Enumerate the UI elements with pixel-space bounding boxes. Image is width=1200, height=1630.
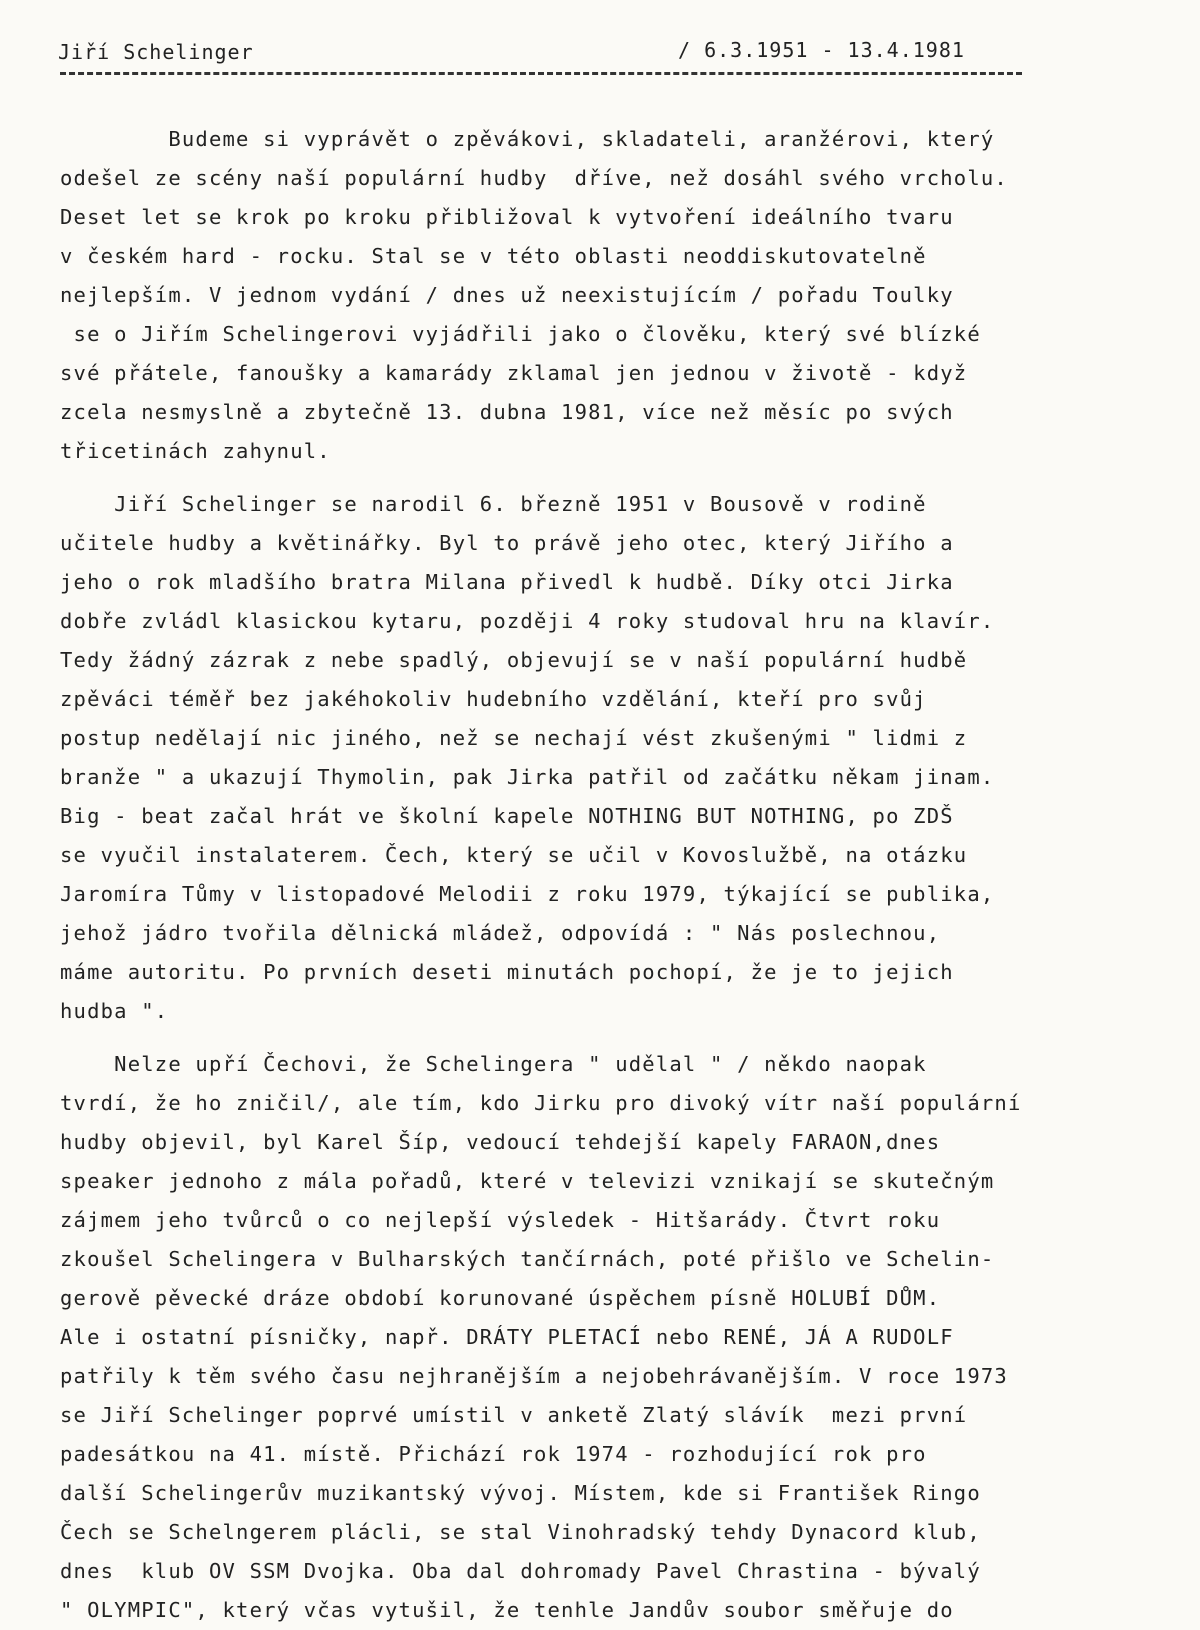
text-line: nejlepším. V jednom vydání / dnes už neexistujícím / pořadu Toulky	[60, 283, 954, 307]
text-line: se o Jiřím Schelingerovi vyjádřili jako o člověku, který své blízké	[60, 322, 981, 346]
text-line: dobře zvládl klasickou kytaru, později 4 roky studoval hru na klavír.	[60, 609, 995, 633]
paragraph-gap	[60, 1031, 1140, 1045]
paragraph-gap	[60, 471, 1140, 485]
paragraph	[60, 485, 1140, 1031]
text-line: Deset let se krok po kroku přibližoval k vytvoření ideálního tvaru	[60, 205, 954, 229]
text-line: gerově pěvecké dráze období korunované úspěchem písně HOLUBÍ DŮM.	[60, 1286, 941, 1310]
paragraph	[60, 1045, 1140, 1630]
text-line: zcela nesmyslně a zbytečně 13. dubna 1981, více než měsíc po svých	[60, 400, 954, 424]
text-line: jeho o rok mladšího bratra Milana přivedl k hudbě. Díky otci Jirka	[60, 570, 954, 594]
text-line: hudba ".	[60, 999, 169, 1023]
text-line: dnes klub OV SSM Dvojka. Oba dal dohromady Pavel Chrastina - bývalý	[60, 1559, 981, 1583]
text-line: máme autoritu. Po prvních deseti minutách pochopí, že je to jejich	[60, 960, 954, 984]
text-line: postup nedělají nic jiného, než se nechají vést zkušenými " lidmi z	[60, 726, 968, 750]
text-line: se vyučil instalaterem. Čech, který se učil v Kovoslužbě, na otázku	[60, 843, 968, 867]
text-line: Jiří Schelinger se narodil 6. březně 1951 v Bousově v rodině	[60, 492, 927, 516]
text-line: Budeme si vyprávět o zpěvákovi, skladateli, aranžérovi, který	[60, 127, 995, 151]
text-line: Jaromíra Tůmy v listopadové Melodii z roku 1979, týkající se publika,	[60, 882, 995, 906]
text-line: Ale i ostatní písničky, např. DRÁTY PLETACÍ nebo RENÉ, JÁ A RUDOLF	[60, 1325, 954, 1349]
text-line: třicetinách zahynul.	[60, 439, 331, 463]
header-dates: / 6.3.1951 - 13.4.1981	[678, 38, 965, 62]
text-line: Nelze upří Čechovi, že Schelingera " udělal " / někdo naopak	[60, 1052, 927, 1076]
text-line: " OLYMPIC", který včas vytušil, že tenhle Jandův soubor směřuje do	[60, 1598, 954, 1622]
text-line: zkoušel Schelingera v Bulharských tančírnách, poté přišlo ve Schelin-	[60, 1247, 995, 1271]
text-line: patřily k těm svého času nejhranějším a nejobehrávanějším. V roce 1973	[60, 1364, 1008, 1388]
text-line: zpěváci téměř bez jakéhokoliv hudebního vzdělání, kteří pro svůj	[60, 687, 927, 711]
text-line: Tedy žádný zázrak z nebe spadlý, objevují se v naší populární hudbě	[60, 648, 968, 672]
header-name: Jiří Schelinger	[58, 40, 254, 64]
text-line: v českém hard - rocku. Stal se v této oblasti neoddiskutovatelně	[60, 244, 927, 268]
text-line: zájmem jeho tvůrců o co nejlepší výsledek - Hitšarády. Čtvrt roku	[60, 1208, 941, 1232]
text-line: branže " a ukazují Thymolin, pak Jirka patřil od začátku někam jinam.	[60, 765, 995, 789]
text-line: Big - beat začal hrát ve školní kapele NOTHING BUT NOTHING, po ZDŠ	[60, 804, 954, 828]
text-line: padesátkou na 41. místě. Přichází rok 1974 - rozhodující rok pro	[60, 1442, 927, 1466]
text-line: učitele hudby a květinářky. Byl to právě jeho otec, který Jiřího a	[60, 531, 954, 555]
text-line: tvrdí, že ho zničil/, ale tím, kdo Jirku pro divoký vítr naší populární	[60, 1091, 1022, 1115]
text-line: Čech se Schelngerem plácli, se stal Vinohradský tehdy Dynacord klub,	[60, 1520, 981, 1544]
text-line: další Schelingerův muzikantský vývoj. Místem, kde si František Ringo	[60, 1481, 981, 1505]
document-body	[60, 120, 1140, 1630]
text-line: hudby objevil, byl Karel Šíp, vedoucí tehdejší kapely FARAON,dnes	[60, 1130, 941, 1154]
text-line: jehož jádro tvořila dělnická mládež, odpovídá : " Nás poslechnou,	[60, 921, 941, 945]
text-line: své přátele, fanoušky a kamarády zklamal jen jednou v životě - když	[60, 361, 968, 385]
text-line: odešel ze scény naší populární hudby dříve, než dosáhl svého vrcholu.	[60, 166, 1008, 190]
text-line: se Jiří Schelinger poprvé umístil v anketě Zlatý slávík mezi první	[60, 1403, 968, 1427]
header-divider	[60, 72, 1022, 75]
paragraph	[60, 120, 1140, 471]
text-line: speaker jednoho z mála pořadů, které v televizi vznikají se skutečným	[60, 1169, 995, 1193]
